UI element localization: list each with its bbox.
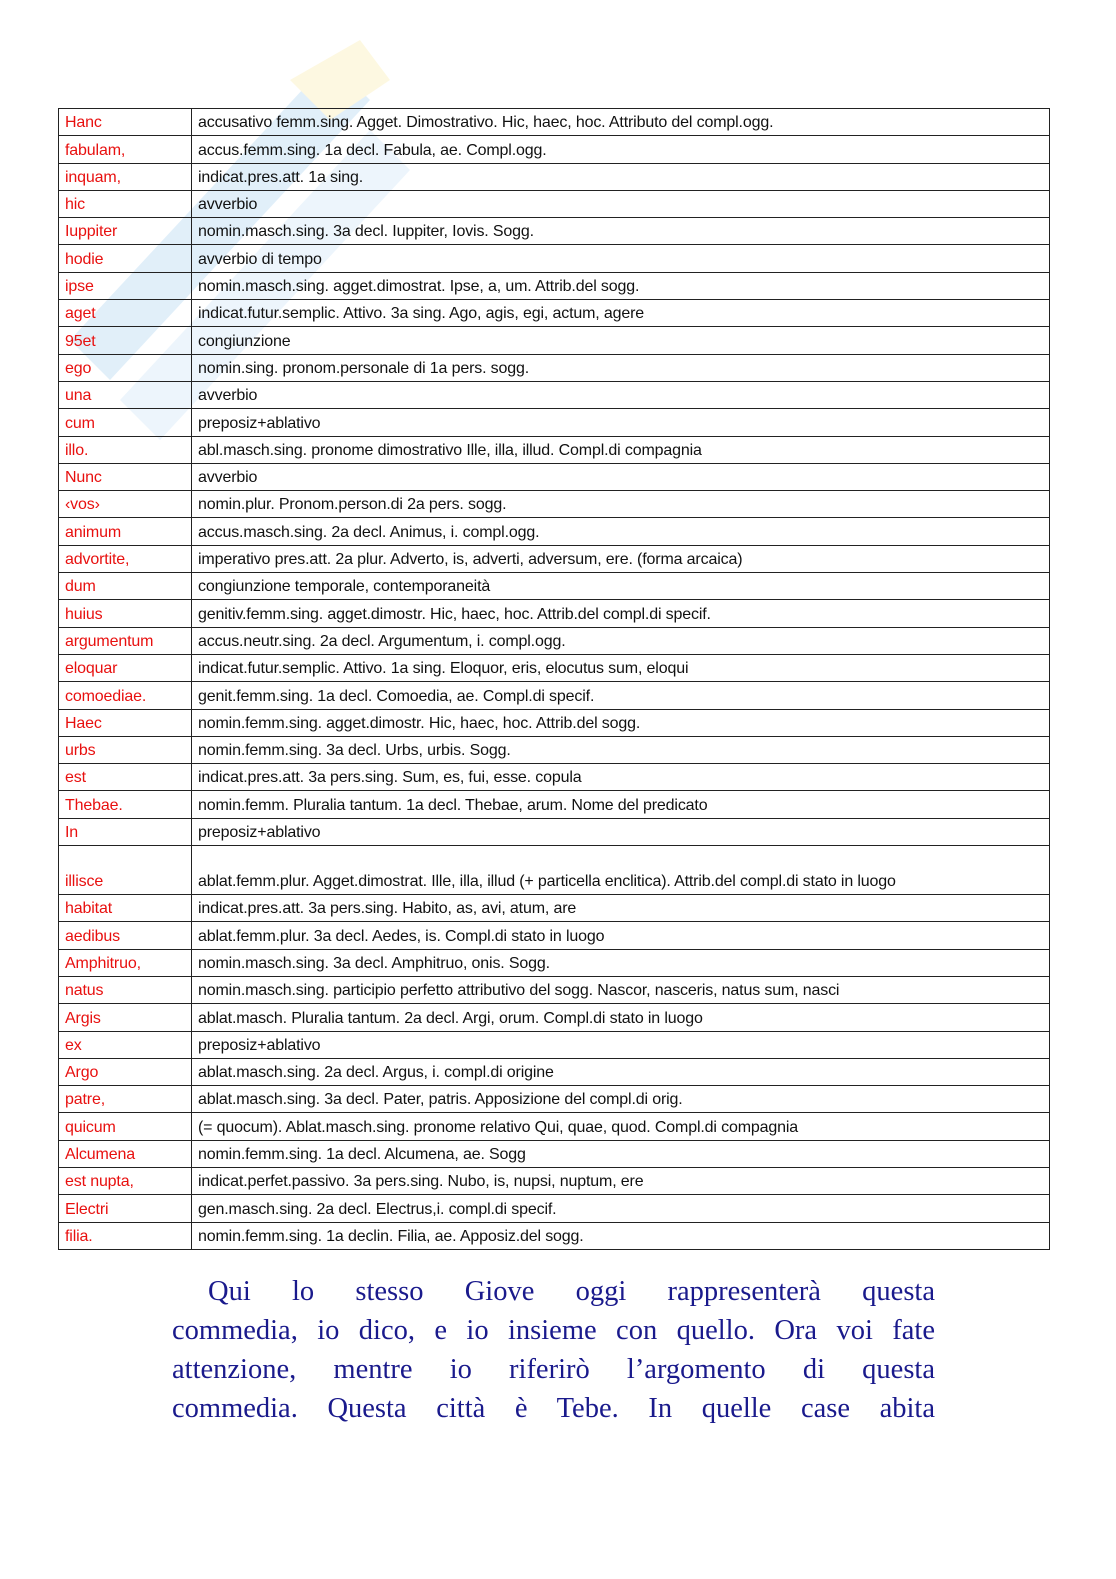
analysis-cell: indicat.pres.att. 3a pers.sing. Habito, as, avi, atum, are xyxy=(192,895,1050,922)
analysis-cell: nomin.masch.sing. agget.dimostrat. Ipse, a, um. Attrib.del sogg. xyxy=(192,272,1050,299)
latin-word-cell: Thebae. xyxy=(59,791,192,818)
latin-word-cell: aedibus xyxy=(59,922,192,949)
table-row xyxy=(59,709,1050,736)
analysis-cell: accusativo femm.sing. Agget. Dimostrativo. Hic, haec, hoc. Attributo del compl.ogg. xyxy=(192,109,1050,136)
latin-word-cell: urbs xyxy=(59,736,192,763)
analysis-cell: indicat.perfet.passivo. 3a pers.sing. Nubo, is, nupsi, nuptum, ere xyxy=(192,1167,1050,1194)
table-row xyxy=(59,300,1050,327)
analysis-cell: nomin.masch.sing. 3a decl. Amphitruo, onis. Sogg. xyxy=(192,949,1050,976)
analysis-cell: nomin.plur. Pronom.person.di 2a pers. sogg. xyxy=(192,491,1050,518)
analysis-cell: accus.neutr.sing. 2a decl. Argumentum, i. compl.ogg. xyxy=(192,627,1050,654)
table-row xyxy=(59,949,1050,976)
latin-word-cell: quicum xyxy=(59,1113,192,1140)
latin-word-cell: illisce xyxy=(59,846,192,895)
analysis-cell: nomin.femm.sing. 1a declin. Filia, ae. Apposiz.del sogg. xyxy=(192,1222,1050,1249)
analysis-cell: nomin.femm.sing. 1a decl. Alcumena, ae. Sogg xyxy=(192,1140,1050,1167)
latin-word-cell: 95et xyxy=(59,327,192,354)
table-row xyxy=(59,272,1050,299)
table-row xyxy=(59,354,1050,381)
latin-word-cell: filia. xyxy=(59,1222,192,1249)
latin-word-cell: eloquar xyxy=(59,654,192,681)
table-row xyxy=(59,1004,1050,1031)
latin-word-cell: ego xyxy=(59,354,192,381)
table-row xyxy=(59,1167,1050,1194)
latin-word-cell: huius xyxy=(59,600,192,627)
table-row xyxy=(59,327,1050,354)
analysis-cell: nomin.femm.sing. 3a decl. Urbs, urbis. Sogg. xyxy=(192,736,1050,763)
table-row xyxy=(59,518,1050,545)
analysis-cell: (= quocum). Ablat.masch.sing. pronome relativo Qui, quae, quod. Compl.di compagnia xyxy=(192,1113,1050,1140)
analysis-cell: indicat.pres.att. 3a pers.sing. Sum, es, fui, esse. copula xyxy=(192,764,1050,791)
table-row xyxy=(59,136,1050,163)
latin-word-cell: hodie xyxy=(59,245,192,272)
table-row xyxy=(59,1058,1050,1085)
analysis-cell: congiunzione xyxy=(192,327,1050,354)
analysis-cell: imperativo pres.att. 2a plur. Adverto, is, adverti, adversum, ere. (forma arcaica) xyxy=(192,545,1050,572)
latin-word-cell: fabulam, xyxy=(59,136,192,163)
table-row xyxy=(59,895,1050,922)
latin-word-cell: Argis xyxy=(59,1004,192,1031)
table-row xyxy=(59,1140,1050,1167)
latin-word-cell: inquam, xyxy=(59,163,192,190)
table-row xyxy=(59,436,1050,463)
latin-word-cell: Alcumena xyxy=(59,1140,192,1167)
latin-word-cell: Iuppiter xyxy=(59,218,192,245)
latin-word-cell: dum xyxy=(59,573,192,600)
table-row xyxy=(59,846,1050,895)
table-row xyxy=(59,491,1050,518)
table-row xyxy=(59,1113,1050,1140)
table-row xyxy=(59,976,1050,1003)
latin-word-cell: Electri xyxy=(59,1195,192,1222)
latin-word-cell: est nupta, xyxy=(59,1167,192,1194)
latin-word-cell: ex xyxy=(59,1031,192,1058)
table-row xyxy=(59,245,1050,272)
latin-word-cell: habitat xyxy=(59,895,192,922)
latin-word-cell: ipse xyxy=(59,272,192,299)
translation-line: commedia. Questa città è Tebe. In quelle case abita xyxy=(172,1393,935,1424)
analysis-cell: accus.femm.sing. 1a decl. Fabula, ae. Compl.ogg. xyxy=(192,136,1050,163)
latin-word-cell: argumentum xyxy=(59,627,192,654)
analysis-cell: congiunzione temporale, contemporaneità xyxy=(192,573,1050,600)
latin-word-cell: illo. xyxy=(59,436,192,463)
analysis-cell: nomin.femm. Pluralia tantum. 1a decl. Thebae, arum. Nome del predicato xyxy=(192,791,1050,818)
latin-word-cell: advortite, xyxy=(59,545,192,572)
analysis-cell: avverbio di tempo xyxy=(192,245,1050,272)
table-row xyxy=(59,163,1050,190)
latin-word-cell: una xyxy=(59,381,192,408)
table-row xyxy=(59,922,1050,949)
translation-line: Qui lo stesso Giove oggi rappresenterà questa xyxy=(208,1276,935,1307)
table-row xyxy=(59,545,1050,572)
latin-word-cell: Haec xyxy=(59,709,192,736)
latin-word-cell: Nunc xyxy=(59,463,192,490)
analysis-cell: avverbio xyxy=(192,190,1050,217)
analysis-cell: accus.masch.sing. 2a decl. Animus, i. compl.ogg. xyxy=(192,518,1050,545)
table-row xyxy=(59,1222,1050,1249)
table-row xyxy=(59,1031,1050,1058)
table-row xyxy=(59,654,1050,681)
latin-word-cell: animum xyxy=(59,518,192,545)
table-row xyxy=(59,682,1050,709)
table-row xyxy=(59,1195,1050,1222)
table-row xyxy=(59,463,1050,490)
analysis-cell: preposiz+ablativo xyxy=(192,818,1050,845)
latin-word-cell: comoediae. xyxy=(59,682,192,709)
translation-line: commedia, io dico, e io insieme con quello. Ora voi fate xyxy=(172,1315,935,1346)
table-row xyxy=(59,573,1050,600)
analysis-cell: nomin.masch.sing. 3a decl. Iuppiter, Iovis. Sogg. xyxy=(192,218,1050,245)
table-row xyxy=(59,791,1050,818)
latin-word-cell: hic xyxy=(59,190,192,217)
table-row xyxy=(59,627,1050,654)
table-row xyxy=(59,818,1050,845)
translation-line: attenzione, mentre io riferirò l’argomento di questa xyxy=(172,1354,935,1385)
latin-word-cell: Amphitruo, xyxy=(59,949,192,976)
analysis-cell: ablat.femm.plur. 3a decl. Aedes, is. Compl.di stato in luogo xyxy=(192,922,1050,949)
grammar-analysis-table xyxy=(58,108,1050,1250)
latin-word-cell: Hanc xyxy=(59,109,192,136)
latin-word-cell: aget xyxy=(59,300,192,327)
table-row xyxy=(59,409,1050,436)
analysis-cell: gen.masch.sing. 2a decl. Electrus,i. compl.di specif. xyxy=(192,1195,1050,1222)
latin-word-cell: patre, xyxy=(59,1086,192,1113)
analysis-cell: genit.femm.sing. 1a decl. Comoedia, ae. Compl.di specif. xyxy=(192,682,1050,709)
latin-word-cell: Argo xyxy=(59,1058,192,1085)
table-row xyxy=(59,736,1050,763)
analysis-cell: ablat.masch. Pluralia tantum. 2a decl. Argi, orum. Compl.di stato in luogo xyxy=(192,1004,1050,1031)
analysis-cell: abl.masch.sing. pronome dimostrativo Ille, illa, illud. Compl.di compagnia xyxy=(192,436,1050,463)
analysis-cell: preposiz+ablativo xyxy=(192,1031,1050,1058)
analysis-cell: ablat.masch.sing. 3a decl. Pater, patris. Apposizione del compl.di orig. xyxy=(192,1086,1050,1113)
analysis-cell: avverbio xyxy=(192,381,1050,408)
analysis-cell: nomin.masch.sing. participio perfetto attributivo del sogg. Nascor, nasceris, natus sum, nasci xyxy=(192,976,1050,1003)
latin-word-cell: cum xyxy=(59,409,192,436)
analysis-cell: nomin.sing. pronom.personale di 1a pers. sogg. xyxy=(192,354,1050,381)
table-row xyxy=(59,381,1050,408)
analysis-cell: genitiv.femm.sing. agget.dimostr. Hic, haec, hoc. Attrib.del compl.di specif. xyxy=(192,600,1050,627)
latin-word-cell: In xyxy=(59,818,192,845)
analysis-cell: ablat.masch.sing. 2a decl. Argus, i. compl.di origine xyxy=(192,1058,1050,1085)
analysis-cell: indicat.pres.att. 1a sing. xyxy=(192,163,1050,190)
analysis-cell: indicat.futur.semplic. Attivo. 1a sing. Eloquor, eris, elocutus sum, eloqui xyxy=(192,654,1050,681)
analysis-cell: indicat.futur.semplic. Attivo. 3a sing. Ago, agis, egi, actum, agere xyxy=(192,300,1050,327)
latin-word-cell: natus xyxy=(59,976,192,1003)
table-row xyxy=(59,600,1050,627)
table-row xyxy=(59,218,1050,245)
analysis-cell: avverbio xyxy=(192,463,1050,490)
table-row xyxy=(59,190,1050,217)
analysis-cell: preposiz+ablativo xyxy=(192,409,1050,436)
table-row xyxy=(59,109,1050,136)
latin-word-cell: ‹vos› xyxy=(59,491,192,518)
latin-word-cell: est xyxy=(59,764,192,791)
table-row xyxy=(59,764,1050,791)
analysis-cell: nomin.femm.sing. agget.dimostr. Hic, haec, hoc. Attrib.del sogg. xyxy=(192,709,1050,736)
analysis-cell: ablat.femm.plur. Agget.dimostrat. Ille, illa, illud (+ particella enclitica). Attrib.del compl.di stato in luogo xyxy=(192,846,1050,895)
table-row xyxy=(59,1086,1050,1113)
italian-translation-paragraph xyxy=(172,1272,935,1428)
